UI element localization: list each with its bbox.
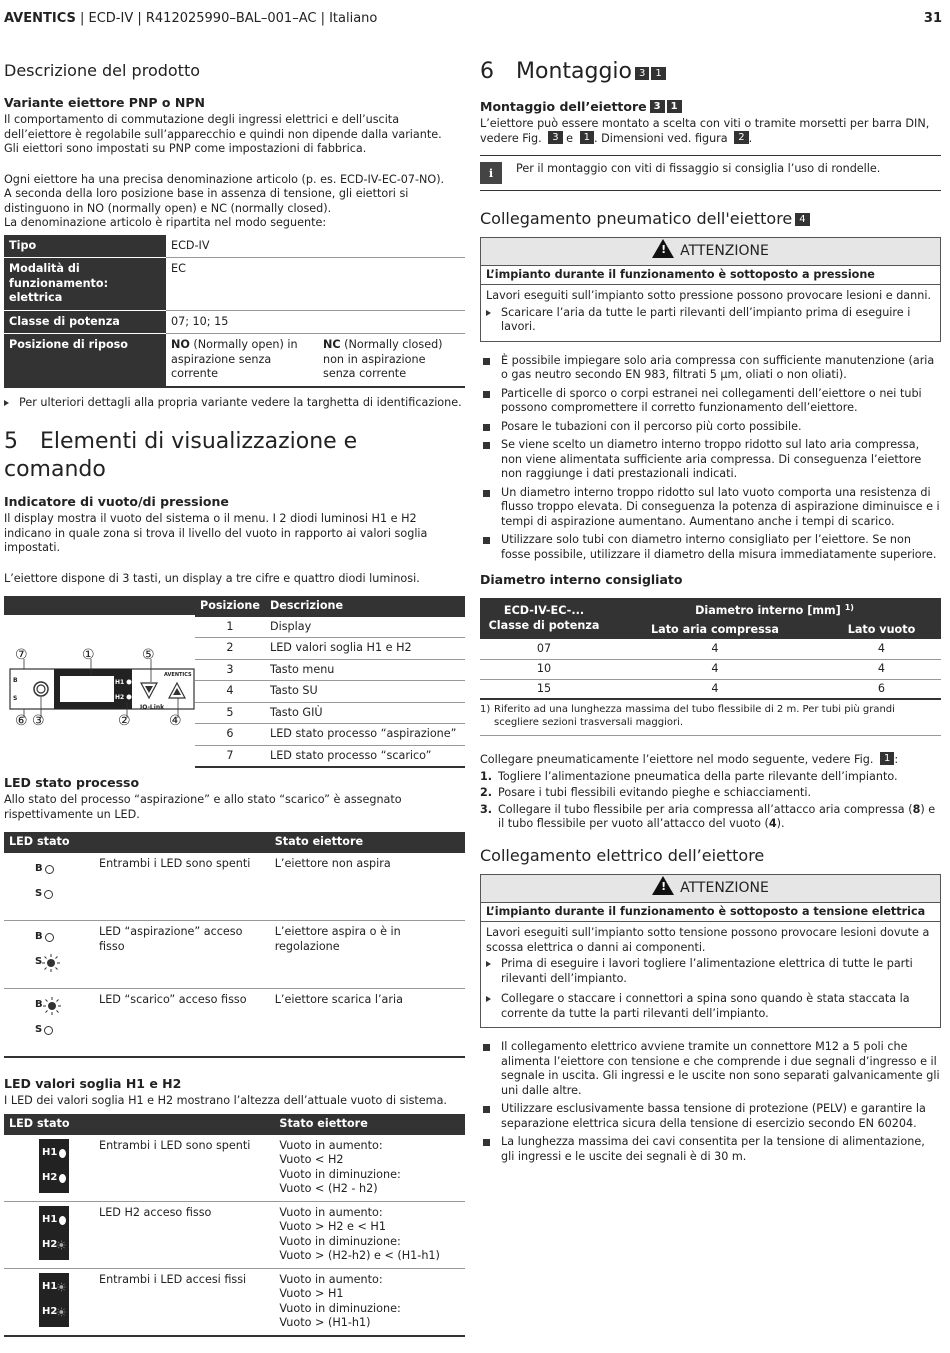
state-line: Vuoto in aumento: [279,1138,383,1152]
cell: Tasto GIÙ [265,702,465,724]
figure-ref-badge: 1 [580,131,594,144]
bullet-text: Il collegamento elettrico avviene tramite un connettore M12 a 5 poli che alimenta l’eiettore con tensione e che comprende i due segnali d’ingresso e il segnale in uscita. Gli ingressi e le uscite non sono separati galvanicamente gli uni dalle altre. [501,1040,940,1097]
text: ) e il tubo flessibile per vuoto all’attacco del vuoto ( [498,802,936,830]
led-b-label: B [35,862,43,874]
led-off-icon [59,1174,66,1183]
state-line: Vuoto < (H2 - h2) [279,1182,378,1195]
text: 8 [912,802,921,816]
bullet-icon [483,424,490,431]
table-row [195,724,465,746]
led-h1-label: H1 [42,1146,58,1158]
right-column [480,58,941,1164]
electrical-warning [480,874,941,1029]
callout-2: ② [118,713,131,729]
cell [274,1201,465,1268]
footnote-mark: 1) [480,704,491,715]
chapter-5-title [4,428,465,484]
cell: Entrambi i LED sono spenti [94,1135,274,1202]
warning-text: Lavori eseguiti sull’impianto sotto pressione possono provocare lesioni e danni. [486,289,932,302]
col-header-led: LED stato [4,832,270,853]
figure-ref-badge: 3 [650,100,665,113]
info-box [480,155,941,191]
cell: 4 [195,681,265,703]
text: 4 [768,817,777,830]
cell: L’eiettore scarica l’aria [270,989,465,1057]
label-b: B [13,677,18,684]
col-header-description: Descrizione [265,596,465,617]
led-off-icon [44,1026,53,1035]
variant-title: Variante eiettore PNP o NPN [4,95,205,110]
bullet-text: Particelle di sporco o corpi estranei nei collegamenti dell’eiettore o nei tubi possono compromettere il corretto funzionamento dell’eiettore. [501,386,922,414]
figure-ref-badge: 1 [667,100,682,113]
col-header-air: Lato aria compressa [608,621,822,640]
label-h2: H2 [115,694,125,701]
col-header-class [480,598,608,639]
display-section [4,596,465,771]
cell: LED stato processo “aspirazione” [265,724,465,746]
led-icon-cell [4,989,94,1057]
arrow-icon [486,961,491,967]
cell: LED stato processo “scarico” [265,745,465,767]
label-h1: H1 [115,679,125,686]
bullet-text: Un diametro interno troppo ridotto sul lato vuoto comporta una resistenza di flusso troppo elevata. Di conseguenza la potenza di aspirazione diminuisce e i tempi di aspirazione aumentano. Aumentano anche i tempi di scarico. [501,485,940,528]
led-icon-cell [4,921,94,989]
led-off-icon [44,890,53,899]
state-line: Vuoto in diminuzione: [279,1234,401,1248]
chapter-number: 5 [4,429,18,454]
mount-title-text: Montaggio dell’eiettore [480,99,647,114]
cell: Display [265,617,465,638]
table-key: Posizione di riposo [4,334,166,387]
chapter-title-text: Elementi di visualizzazione e comando [4,429,358,482]
step-number: 2. [480,786,493,799]
callout-3: ③ [32,713,45,729]
col-header-position: Posizione [195,596,265,617]
led-off-icon [45,865,54,874]
bullet-icon [483,1044,490,1051]
diameter-title: Diametro interno consigliato [480,572,683,587]
led-lit-icon [43,997,61,1015]
bullet-text: È possibile impiegare solo aria compressa con sufficiente manutenzione (aria o gas neutro secondo EN 983, filtrati 5 µm, oliati o non oliati). [501,353,935,381]
bullet-icon [483,358,490,365]
variant-paragraph-2: Gli eiettori sono impostati su PNP come impostazioni di fabbrica. [4,142,367,155]
display-table [195,596,465,768]
led-lit-icon [57,1237,66,1253]
figure-ref-badge: 2 [734,131,748,144]
led-off-icon [45,933,54,942]
action-text: Collegare o staccare i connettori a spina sono quando è stata staccata la corrente da tutte la parti rilevanti dell’impianto. [501,992,910,1020]
pneumatic-title-text: Collegamento pneumatico dell'eiettore [480,208,793,228]
table-row [4,1268,465,1336]
text: Collegare pneumaticamente l’eiettore nel modo seguente, vedere Fig. [480,753,874,766]
cell: 4 [822,659,941,679]
warning-body [481,285,940,341]
col-header-vacuum: Lato vuoto [822,621,941,640]
variant-paragraph-4: A seconda della loro posizione base in assenza di tensione, gli eiettori si distinguono in NO (normally open) e NC (normally closed). [4,187,409,215]
cell: 10 [480,659,608,679]
mount-paragraph [480,117,941,147]
cell: LED H2 acceso fisso [94,1201,274,1268]
state-line: Vuoto > H1 [279,1287,344,1300]
warning-action [486,992,935,1021]
col-header-diameter [608,598,941,621]
col-header-state: Stato eiettore [270,832,465,853]
header-text: Diametro interno [mm] [695,604,841,617]
list-item [480,486,941,530]
led-h1-label: H1 [42,1213,58,1225]
footnote-ref: 1) [844,603,854,612]
cell: Tasto menu [265,659,465,681]
arrow-icon [486,310,491,316]
led-b-label: B [35,931,43,943]
cell: 4 [608,639,822,659]
led-off-icon [59,1216,66,1225]
led-icon-cell [4,1135,94,1202]
state-line: Vuoto in diminuzione: [279,1167,401,1181]
state-line: Vuoto < H2 [279,1153,344,1166]
text: . [748,132,753,145]
cell: 4 [822,639,941,659]
figure-ref-badge: 4 [795,213,809,226]
led-lit-icon [57,1304,66,1320]
callout-6: ⑥ [15,713,28,729]
cell: 7 [195,745,265,767]
table-row [480,659,941,679]
product-code-table [4,235,465,388]
bullet-icon [483,391,490,398]
led-icon-cell [4,1201,94,1268]
nc-label: NC [323,338,341,351]
table-row [195,617,465,638]
warning-label: ATTENZIONE [680,879,769,896]
table-row [195,681,465,703]
table-row [195,638,465,660]
led-off-icon [59,1149,66,1158]
table-key: Tipo [4,235,166,258]
warning-action [486,957,935,986]
led-threshold-table [4,1114,465,1337]
table-value-no [166,334,318,387]
header-doc-info: | ECD-IV | R412025990–BAL–001–AC | Italiano [75,11,378,26]
arrow-icon [486,996,491,1002]
io-link-label: IO-Link [140,704,165,711]
led-h2-label: H2 [42,1238,58,1250]
step-number: 3. [480,802,493,816]
table-key: Modalità di funzionamento: elettrica [4,258,166,311]
list-item [480,387,941,416]
led-s-label: S [35,956,43,968]
led-process-table [4,832,465,1058]
cell: 15 [480,679,608,699]
led-b-label: B [35,999,43,1011]
figure-ref-badge: 3 [635,67,649,80]
cell: LED “scarico” acceso fisso [94,989,270,1057]
indicator-paragraph-1: Il display mostra il vuoto del sistema o il menu. I 2 diodi luminosi H1 e H2 indicano in quale zona si trova il livello del vuoto in rapporto ai valori soglia impostati. [4,512,428,554]
table-value: EC [166,258,465,311]
cell: 6 [195,724,265,746]
info-text: Per il montaggio con viti di fissaggio si consiglia l’uso di rondelle. [516,161,881,175]
header-line: Classe di potenza [488,618,600,632]
warning-body [481,922,940,1027]
action-text: Scaricare l’aria da tutte le parti rilevanti dell’impianto prima di eseguire i lavori. [501,305,911,333]
warning-header [481,875,940,903]
device-brand: AVENTICS [164,672,192,678]
table-row [195,702,465,724]
table-row [4,921,465,989]
state-line: Vuoto in aumento: [279,1205,383,1219]
indicator-paragraph-2: L’eiettore dispone di 3 tasti, un display a tre cifre e quattro diodi luminosi. [4,571,420,585]
cell [274,1135,465,1202]
table-row [4,310,465,334]
text: ). [776,817,785,830]
cell: Entrambi i LED accesi fissi [94,1268,274,1336]
table-row [480,679,941,699]
page-header [4,12,942,30]
list-item [480,354,941,383]
diameter-table [480,598,941,700]
list-item [480,420,941,435]
section-title: Descrizione del prodotto [4,61,201,80]
warning-action [486,306,935,335]
cell: Entrambi i LED sono spenti [94,853,270,921]
table-value: 07; 10; 15 [166,310,465,334]
text: L’eiettore può essere montato a scelta con viti o tramite morsetti per barra DIN, vedere Fig. [480,116,930,145]
chapter-6-title [480,58,941,86]
figure-ref-badge: 1 [880,752,894,765]
pneumatic-bullets [480,354,941,563]
footnote [480,703,941,736]
text: . Dimensioni ved. figura [593,132,728,145]
cell: L’eiettore aspira o è in regolazione [270,921,465,989]
list-item [480,1102,941,1131]
cell: 07 [480,639,608,659]
state-line: Vuoto > H2 e < H1 [279,1220,386,1233]
led-process-title: LED stato processo [4,775,140,790]
bullet-text: Posare le tubazioni con il percorso più corto possibile. [501,419,802,433]
list-item [480,438,941,482]
bullet-text: Utilizzare solo tubi con diametro interno consigliato per l’eiettore. Se non fosse possibile, utilizzare il diametro della misura immediatamente superiore. [501,533,937,561]
page-number: 31 [923,11,942,26]
pneumatic-title [480,209,941,229]
state-line: Vuoto in aumento: [279,1272,383,1286]
led-h2-label: H2 [42,1305,58,1317]
table-row [4,1201,465,1268]
cell: Tasto SU [265,681,465,703]
led-process-paragraph: Allo stato del processo “aspirazione” e allo stato “scarico” è assegnato rispettivamente un LED. [4,793,402,821]
action-text: Prima di eseguire i lavori togliere l’alimentazione elettrica di tutte le parti rilevanti dell’impianto. [501,957,913,985]
cell: 4 [608,679,822,699]
callout-1: ① [82,647,95,663]
table-row [4,853,465,921]
bullet-icon [483,442,490,449]
step-text: Togliere l’alimentazione pneumatica della parte rilevante dell’impianto. [498,769,898,783]
chapter-title-text: Montaggio [516,59,632,84]
text: e [562,132,577,145]
led-icon-cell [4,853,94,921]
led-threshold-paragraph: I LED dei valori soglia H1 e H2 mostrano l’altezza dell’attuale vuoto di sistema. [4,1093,447,1107]
indicator-title: Indicatore di vuoto/di pressione [4,494,229,509]
table-row [4,235,465,258]
bullet-text: Se viene scelto un diametro interno troppo ridotto sul lato aria compressa, non viene alimentata sufficiente aria compressa. Di conseguenza l’eiettore non raggiunge i dati prestazionali indicati. [501,438,922,480]
no-text: (Normally open) in aspirazione senza corrente [171,338,298,380]
figure-ref-badge: 1 [651,67,665,80]
state-line: Vuoto in diminuzione: [279,1301,401,1315]
list-item [480,1040,941,1098]
callout-5: ⑤ [142,647,155,663]
led-s-label: S [35,887,43,899]
left-column [4,58,465,1337]
nc-text: (Normally closed) non in aspirazione senza corrente [323,338,443,380]
electrical-bullets [480,1040,941,1164]
bullet-icon [483,1106,490,1113]
bullet-icon [483,1139,490,1146]
cell: 4 [608,659,822,679]
cell: LED valori soglia H1 e H2 [265,638,465,660]
col-header-led: LED stato [4,1114,274,1135]
variant-note [4,396,465,411]
mount-title [480,100,941,115]
table-row [4,1135,465,1202]
step-text [498,803,941,832]
table-value-nc [318,334,465,387]
list-item [480,533,941,562]
variant-paragraph-5: La denominazione articolo è ripartita nel modo seguente: [4,216,327,229]
bullet-icon [483,537,490,544]
pressure-warning [480,237,941,342]
table-row [480,639,941,659]
cell: L’eiettore non aspira [270,853,465,921]
list-item [480,1135,941,1164]
cell: 1 [195,617,265,638]
table-row [4,334,465,387]
arrow-icon [4,400,9,406]
step-number: 1. [480,769,493,783]
info-icon: i [480,162,502,184]
warning-label: ATTENZIONE [680,242,769,259]
warning-header [481,238,940,266]
footnote-text: Riferito ad una lunghezza massima del tubo flessibile di 2 m. Per tubi più grandi scegliere sezioni trasversali maggiori. [494,704,895,728]
table-row [195,659,465,681]
table-key: Classe di potenza [4,310,166,334]
cell: 6 [822,679,941,699]
state-line: Vuoto > (H2-h2) e < (H1-h1) [279,1249,440,1262]
led-threshold-title: LED valori soglia H1 e H2 [4,1075,182,1091]
step-text: Posare i tubi flessibili evitando pieghe e schiacciamenti. [498,786,812,799]
led-h2-label: H2 [42,1171,58,1183]
cell: LED “aspirazione” acceso fisso [94,921,270,989]
electrical-title: Collegamento elettrico dell’eiettore [480,845,765,865]
bullet-text: Utilizzare esclusivamente bassa tensione di protezione (PELV) e garantire la separazione elettrica sicura della tensione di esercizio secondo EN 60204. [501,1102,926,1130]
table-value: ECD-IV [166,235,465,258]
list-item [480,770,941,785]
bullet-text: La lunghezza massima dei cavi consentita per la tensione di alimentazione, gli ingressi e le uscite dei segnali è di 30 m. [501,1135,925,1163]
no-label: NO [171,338,190,351]
led-icon-cell [4,1268,94,1336]
callout-7: ⑦ [15,647,28,663]
table-row [4,258,465,311]
table-row [195,745,465,767]
list-item [480,803,941,832]
table-row [4,989,465,1057]
label-s: S [13,695,18,702]
col-header-state: Stato eiettore [274,1114,465,1135]
variant-paragraph-3: Ogni eiettore ha una precisa denominazione articolo (p. es. ECD-IV-EC-07-NO). [4,172,445,186]
figure-ref-badge: 3 [548,131,562,144]
text: Collegare il tubo flessibile per aria compressa all’attacco aria compressa ( [498,802,913,816]
bullet-icon [483,490,490,497]
list-item [480,786,941,801]
led-lit-icon [57,1279,66,1295]
note-text: Per ulteriori dettagli alla propria variante vedere la targhetta di identificazione. [19,395,462,409]
header-line: ECD-IV-EC-... [503,604,585,617]
cell: 5 [195,702,265,724]
warning-icon [652,239,674,258]
cell [274,1268,465,1336]
cell: 2 [195,638,265,660]
warning-title: L’impianto durante il funzionamento è sottoposto a pressione [481,266,940,286]
text: : [894,753,899,766]
state-line: Vuoto > (H1-h1) [279,1316,371,1329]
cell: 3 [195,659,265,681]
led-s-label: S [35,1024,43,1036]
chapter-number: 6 [480,59,494,84]
connect-intro [480,752,941,768]
warning-title: L’impianto durante il funzionamento è sottoposto a tensione elettrica [481,903,940,923]
led-lit-icon [42,954,60,972]
brand-name: AVENTICS [4,11,76,26]
led-h1-label: H1 [42,1280,58,1292]
warning-text: Lavori eseguiti sull’impianto sotto tensione possono provocare lesioni dovute a scossa elettrica o danni ai componenti. [486,926,930,954]
variant-paragraph-1: Il comportamento di commutazione degli ingressi elettrici e dell’uscita dell’eiettore è regolabile sull’apparecchio e quindi non dipende dalla variante. [4,113,442,141]
callout-4: ④ [169,713,182,729]
warning-icon [652,876,674,895]
